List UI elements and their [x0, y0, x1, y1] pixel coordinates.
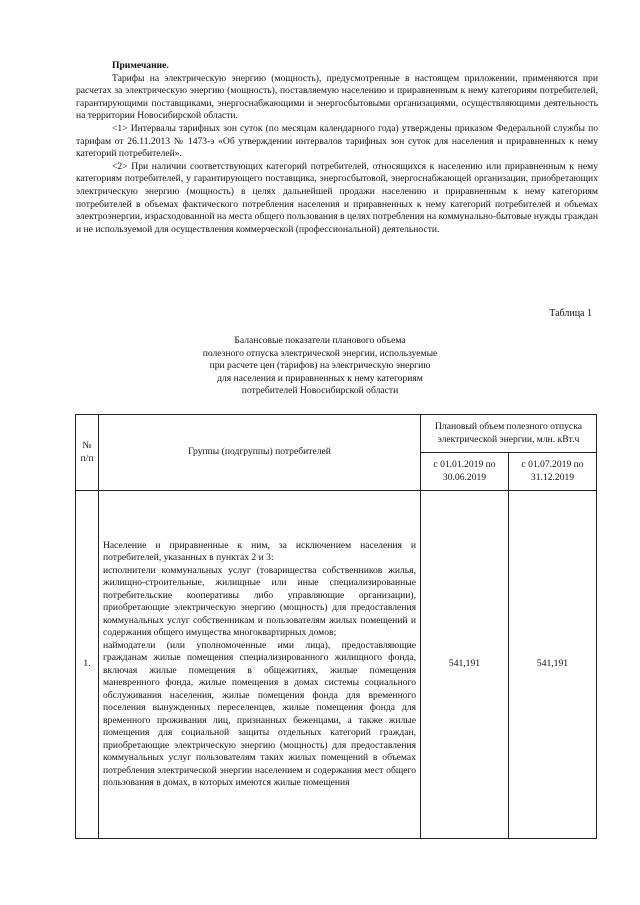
table-caption [140, 335, 500, 398]
caption-line: Балансовые показатели планового объема [234, 335, 406, 346]
note-paragraph: Тарифы на электрическую энергию (мощность), предусмотренные в настоящем приложении, применяются при расчетах за электрическую энергию (мощность), поставляемую населению и приравненным к нему категориям потребителей, гарантирующими поставщиками, энергоснабжающими и энергосбытовыми организациями, осуществляющими деятельность на территории Новосибирской области. [76, 72, 598, 122]
table-label: Таблица 1 [549, 308, 592, 319]
balance-table [75, 414, 597, 839]
table-row [76, 491, 597, 839]
note-footnote-2: <2> При наличии соответствующих категорий потребителей, относящихся к населению или приравненным к нему категориям потребителей, у гарантирующего поставщика, энергосбытовой, энергоснабжающей организации, приобретающих электрическую энергию (мощность) в целях дальнейшей продажи населению и приравненным к нему категориям потребителей в объемах фактического потребления населения и приравненных к нему категорий потребителей и объемах электроэнергии, израсходованной на места общего пользования в целях потребления на коммунально-бытовые нужды граждан и не используемой для осуществления коммерческой (профессиональной) деятельности. [76, 160, 598, 235]
row-num: 1. [76, 491, 99, 839]
table-header-row [76, 415, 597, 453]
note-footnote-1: <1> Интервалы тарифных зон суток (по месяцам календарного года) утверждены приказом Федеральной службы по тарифам от 26.11.2013 № 1473-э «Об утверждении интервалов тарифных зон суток для населения и приравненных к нему категорий потребителей». [76, 122, 598, 160]
note-block [76, 60, 598, 236]
caption-line: для населения и приравненных к нему категориям [217, 372, 423, 384]
caption-line: полезного отпуска электрической энергии, используемые [202, 347, 438, 359]
header-volume: Плановый объем полезного отпуска электрической энергии, млн. кВт.ч [421, 415, 597, 453]
header-period-1: с 01.01.2019 по 30.06.2019 [421, 453, 509, 491]
header-group: Группы (подгруппы) потребителей [99, 415, 421, 491]
header-num: № п/п [76, 415, 99, 491]
note-title: Примечание. [112, 60, 169, 71]
header-period-2: с 01.07.2019 по 31.12.2019 [508, 453, 596, 491]
row-group: Население и приравненные к ним, за исключением населения и потребителей, указанных в пунктах 2 и 3: исполнители коммунальных услуг (товарищества собственников жилья, жилищно-строительные, жилищные или иные специализированные потребительские кооперативы либо управляющие организации), приобретающие электрическую энергию (мощность) для предоставления коммунальных услуг собственникам и пользователям жилых помещений и содержания общего имущества многоквартирных домов; наймодатели (или уполномоченные ими лица), предоставляющие гражданам жилые помещения специализированного жилищного фонда, включая жилые помещения в общежитиях, жилые помещения маневренного фонда, жилые помещения в домах системы социального обслуживания населения, жилые помещения фонда для временного поселения вынужденных переселенцев, жилые помещения фонда для временного проживания лиц, признанных беженцами, а также жилые помещения для социальной защиты отдельных категорий граждан, приобретающие электрическую энергию (мощность) для предоставления коммунальных услуг пользователям таких жилых помещений в объемах потребления электрической энергии населением и содержания мест общего пользования в домах, в которых имеются жилые помещения [99, 491, 421, 839]
row-value-2: 541,191 [508, 491, 596, 839]
caption-line: при расчете цен (тарифов) на электрическую энергию [209, 360, 431, 372]
row-value-1: 541,191 [421, 491, 509, 839]
caption-line: потребителей Новосибирской области [241, 385, 399, 397]
